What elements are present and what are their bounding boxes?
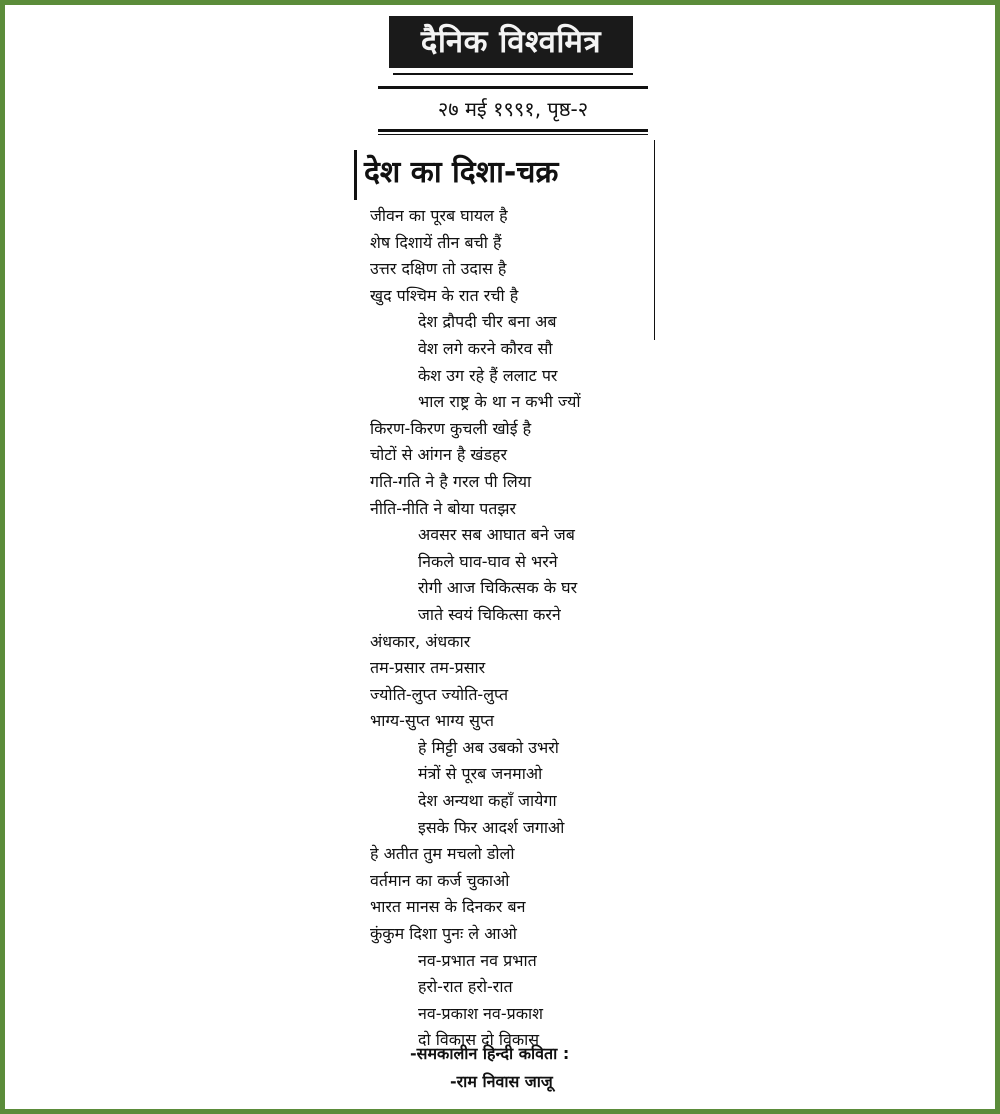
poem-line: वर्तमान का कर्ज चुकाओ (370, 870, 510, 890)
poem-line: भाल राष्ट्र के था न कभी ज्यों (418, 392, 581, 412)
poem-line: शेष दिशायें तीन बची हैं (370, 232, 502, 252)
dateline: २७ मई १९९१, पृष्ठ-२ (378, 86, 648, 132)
poem-line: मंत्रों से पूरब जनमाओ (418, 764, 543, 784)
poem-line: नीति-नीति ने बोया पतझर (370, 498, 517, 518)
article-title: देश का दिशा-चक्र (364, 155, 559, 190)
poem-line: खुद पश्चिम के रात रची है (370, 285, 519, 305)
poem-line: जाते स्वयं चिकित्सा करने (418, 604, 561, 624)
newspaper-masthead: दैनिक विश्वमित्र (389, 16, 633, 68)
poem-body (370, 203, 660, 1054)
source-line: -समकालीन हिन्दी कविता : (410, 1044, 570, 1063)
poem-line: वेश लगे करने कौरव सौ (418, 338, 553, 358)
author-line: -राम निवास जाजू (450, 1072, 553, 1091)
poem-line: हे मिट्टी अब उबको उभरो (418, 737, 559, 757)
poem-line: अंधकार, अंधकार (370, 631, 471, 651)
poem-line: केश उग रहे हैं ललाट पर (418, 365, 558, 385)
poem-line: देश अन्यथा कहाँ जायेगा (418, 791, 557, 811)
poem-line: ज्योति-लुप्त ज्योति-लुप्त (370, 684, 509, 704)
dateline-rule (378, 134, 648, 135)
poem-line: रोगी आज चिकित्सक के घर (418, 578, 578, 598)
masthead-rule (393, 73, 633, 75)
poem-line: गति-गति ने है गरल पी लिया (370, 471, 532, 491)
poem-line: उत्तर दक्षिण तो उदास है (370, 259, 507, 279)
poem-line: जीवन का पूरब घायल है (370, 206, 508, 225)
poem-line: भाग्य-सुप्त भाग्य सुप्त (370, 711, 495, 731)
poem-line: हे अतीत तुम मचलो डोलो (370, 844, 515, 864)
poem-line: नव-प्रकाश नव-प्रकाश (418, 1003, 544, 1023)
credits (410, 1040, 670, 1096)
poem-line: भारत मानस के दिनकर बन (370, 897, 526, 917)
poem-line: तम-प्रसार तम-प्रसार (370, 658, 486, 678)
column-rule-left (354, 150, 357, 200)
poem-line: किरण-किरण कुचली खोई है (370, 418, 532, 438)
poem-line: निकले घाव-घाव से भरने (418, 551, 558, 571)
poem-line: कुंकुम दिशा पुनः ले आओ (370, 924, 517, 944)
poem-line: हरो-रात हरो-रात (418, 977, 513, 997)
poem-line: अवसर सब आघात बने जब (418, 525, 575, 545)
poem-line: इसके फिर आदर्श जगाओ (418, 817, 565, 837)
poem-line: दो विकास दो विकास (418, 1030, 540, 1050)
poem-line: नव-प्रभात नव प्रभात (418, 950, 537, 970)
poem-line: चोटों से आंगन है खंडहर (370, 445, 508, 465)
poem-line: देश द्रौपदी चीर बना अब (418, 312, 557, 332)
